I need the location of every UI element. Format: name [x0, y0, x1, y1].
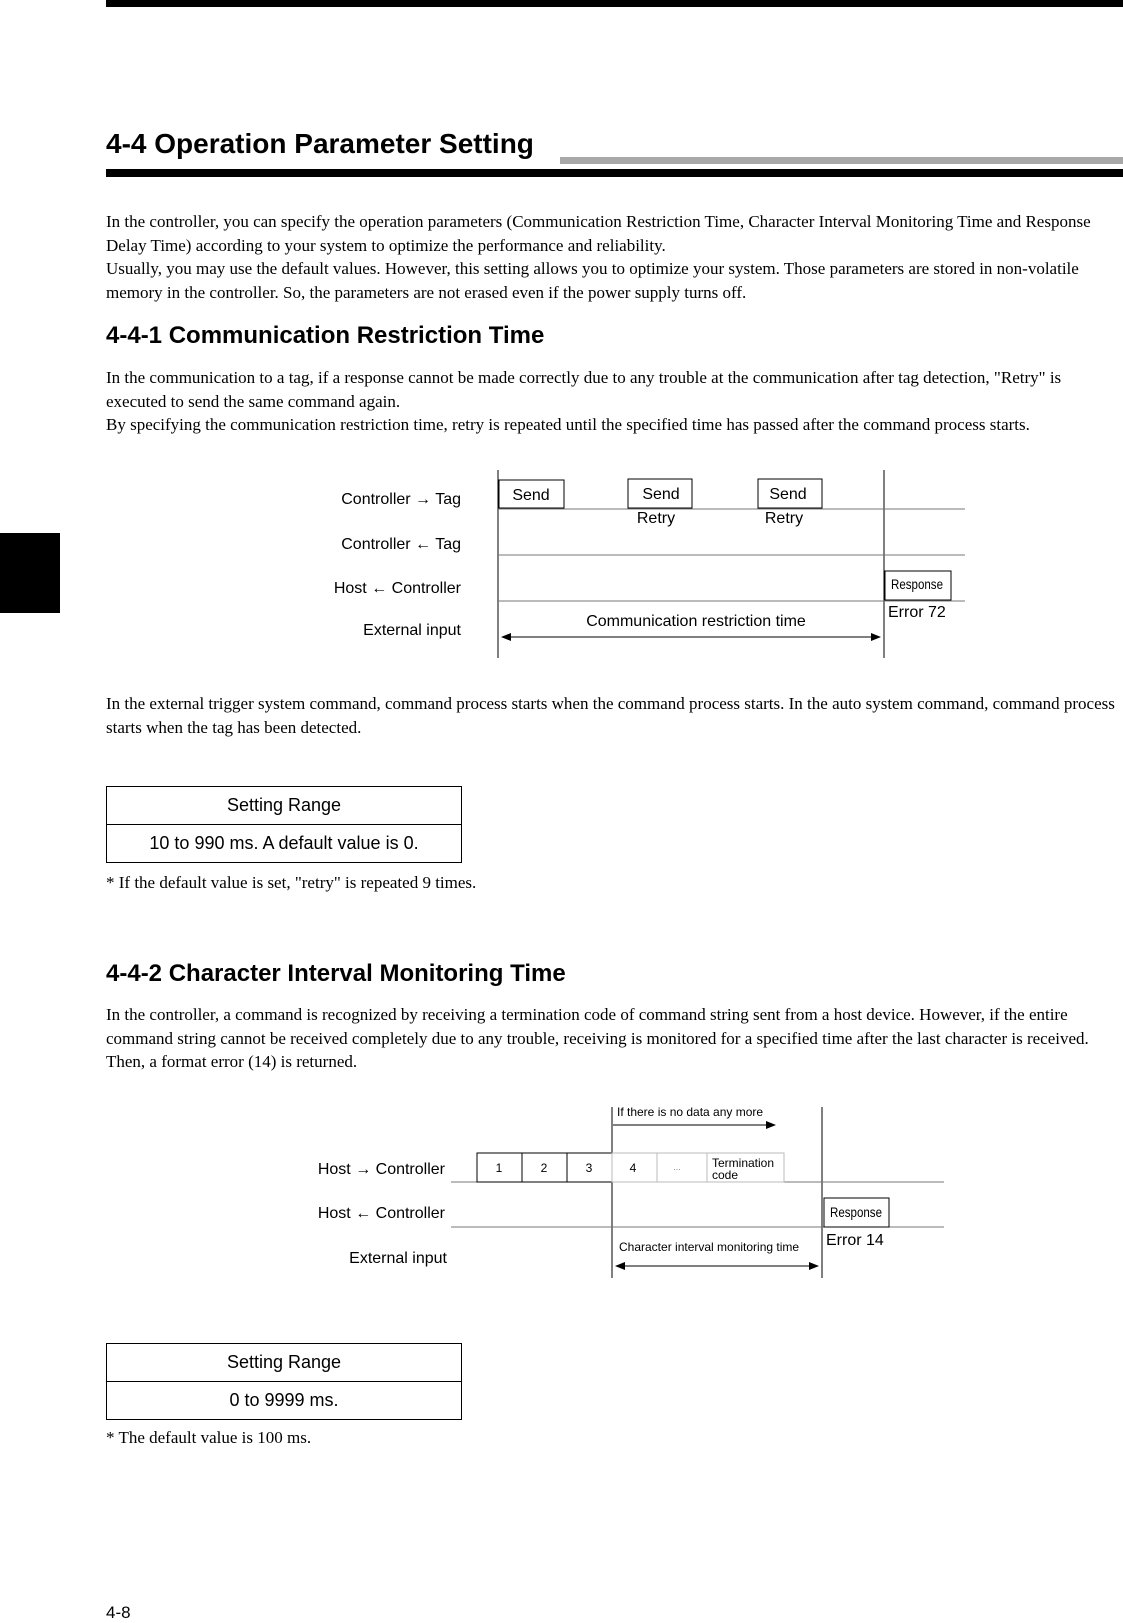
char-label-2: 2 [540, 1161, 548, 1175]
row-label-external-input: External input [363, 622, 461, 639]
intro-line-2: Usually, you may use the default values. However, this setting allows you to optimize your system. Those parameters are stored in non-volatile memory in the controller. So, the parameters are not erased even if the power supply turns off. [106, 259, 1079, 302]
termination-label: Termination [712, 1156, 775, 1170]
s441-para-1: In the communication to a tag, if a response cannot be made correctly due to any trouble at the communication after tag detection, "Retry" is executed to send the same command again. [106, 368, 1062, 411]
retry-label-2: Retry [764, 510, 804, 527]
char-label-ellipsis: ... [673, 1162, 681, 1172]
character-interval-diagram [0, 1090, 1123, 1290]
row-label-host-from-controller: Host ← Controller [333, 580, 461, 597]
no-data-label: If there is no data any more [617, 1105, 764, 1119]
heading-4-4-2: 4-4-2 Character Interval Monitoring Time [106, 960, 566, 987]
setting-range-header-1: Setting Range [107, 787, 462, 825]
row-label-host-from-controller-2: Host ← Controller [317, 1205, 445, 1222]
setting-range-value-2: 0 to 9999 ms. [107, 1382, 462, 1420]
row-label-controller-from-tag: Controller ← Tag [341, 536, 461, 553]
send-label-1: Send [512, 487, 550, 504]
s442-paragraph [106, 1003, 1121, 1074]
setting-range-value-1: 10 to 990 ms. A default value is 0. [107, 825, 462, 863]
intro-line-1: In the controller, you can specify the operation parameters (Communication Restriction Time, Character Interval Monitoring Time and Response Delay Time) according to your system to optimize the performance and reliability. [106, 212, 1091, 255]
char-label-1: 1 [495, 1161, 503, 1175]
s441-para-2: By specifying the communication restriction time, retry is repeated until the specified time has passed after the command process starts. [106, 415, 1030, 434]
row-label-external-input-2: External input [349, 1250, 447, 1267]
send-label-2: Send [642, 486, 680, 503]
code-label: code [712, 1168, 739, 1182]
send-label-3: Send [769, 486, 807, 503]
char-label-4: 4 [629, 1161, 637, 1175]
note-default-value: * The default value is 100 ms. [106, 1428, 312, 1447]
char-label-3: 3 [585, 1161, 593, 1175]
setting-range-table-2 [106, 1343, 462, 1420]
response-label-1: Response [891, 576, 944, 592]
note-retry: * If the default value is set, "retry" is repeated 9 times. [106, 873, 477, 892]
response-label-2: Response [830, 1204, 883, 1220]
page-number: 4-8 [106, 1603, 131, 1622]
s441-para2-text: In the external trigger system command, command process starts when the command process starts. In the auto system command, command process starts when the tag has been detected. [106, 694, 1115, 737]
communication-restriction-diagram [0, 0, 1123, 700]
retry-label-1: Retry [636, 510, 676, 527]
communication-restriction-time-label: Communication restriction time [586, 613, 806, 630]
error-14-label: Error 14 [826, 1232, 884, 1249]
error-72-label: Error 72 [888, 604, 946, 621]
row-label-controller-to-tag: Controller → Tag [341, 491, 461, 508]
heading-4-4-1: 4-4-1 Communication Restriction Time [106, 322, 545, 349]
setting-range-header-2: Setting Range [107, 1344, 462, 1382]
setting-range-table-1 [106, 786, 462, 863]
section-title: 4-4 Operation Parameter Setting [106, 128, 534, 159]
char-box-ellipsis [657, 1153, 707, 1182]
character-interval-monitoring-time-label: Character interval monitoring time [619, 1240, 800, 1254]
row-label-host-to-controller: Host → Controller [317, 1161, 445, 1178]
s441-paragraph-2 [106, 692, 1121, 739]
s442-para-text: In the controller, a command is recognized by receiving a termination code of command string sent from a host device. However, if the entire command string cannot be received completely due to any trouble, receiving is monitored for a specified time after the last character is received. Then, a format error (14) is returned. [106, 1005, 1089, 1071]
